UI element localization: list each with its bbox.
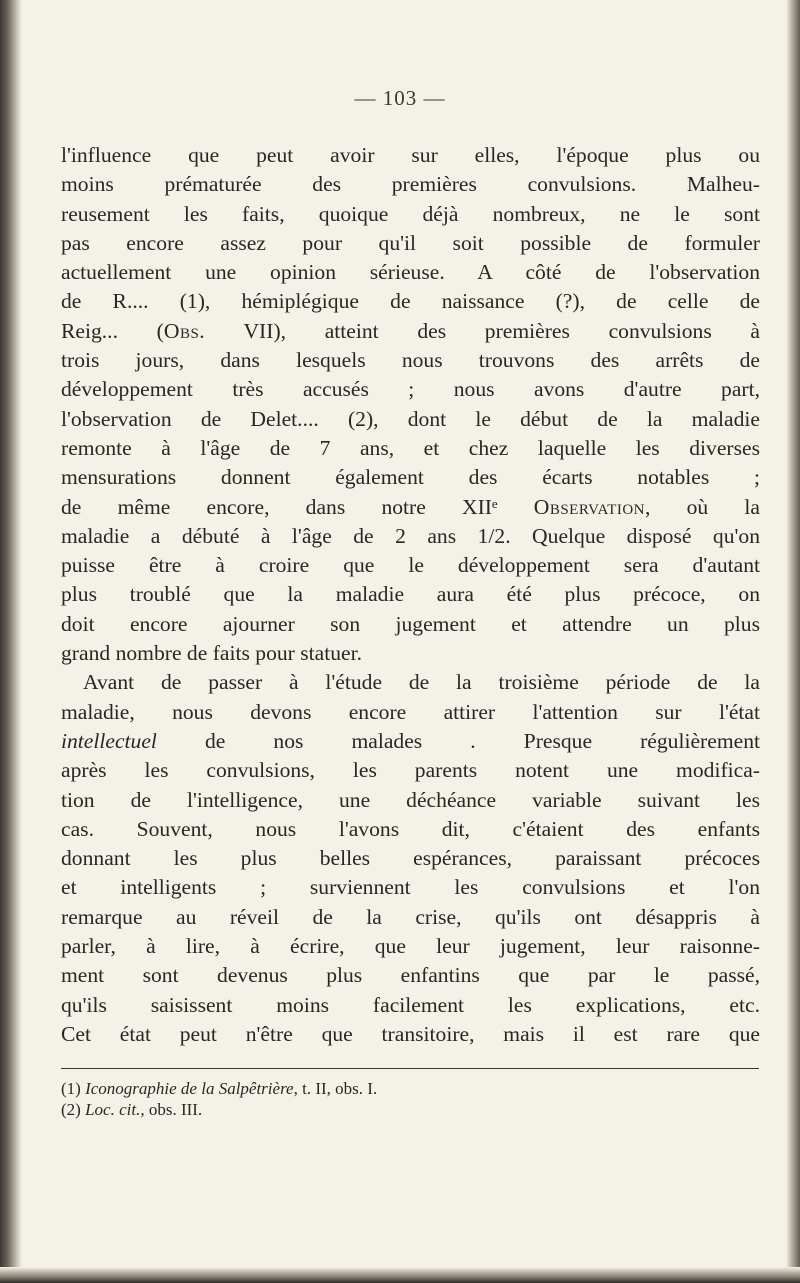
footnote-reference: , obs. III. (140, 1100, 203, 1119)
text-line: mensurations donnent également des écarts notables ; (61, 465, 760, 490)
page-right-edge-shadow (786, 0, 800, 1283)
text-line: remonte à l'âge de 7 ans, et chez laquelle les diverses (61, 435, 760, 460)
page-bottom-edge-shadow (0, 1267, 800, 1283)
text-line: trois jours, dans lesquels nous trouvons des arrêts de (61, 348, 760, 373)
text-line: de R.... (1), hémiplégique de naissance (?), de celle de (61, 289, 760, 314)
page-number: — 103 — (354, 86, 446, 110)
footnote-number: (1) (61, 1079, 86, 1098)
text-segment: , où la (645, 494, 760, 519)
text-line: et intelligents ; surviennent les convulsions et l'on (61, 875, 760, 900)
text-segment: de nos malades . Presque régulièrement (156, 728, 760, 753)
text-line (61, 317, 760, 346)
text-line: ment sont devenus plus enfantins que par le passé, (61, 963, 760, 988)
text-line (61, 727, 760, 756)
text-line: développement très accusés ; nous avons d'autre part, (61, 377, 760, 402)
text-line: doit encore ajourner son jugement et attendre un plus (61, 611, 760, 636)
text-line: moins prématurée des premières convulsions. Malheu- (61, 172, 760, 197)
text-line: pas encore assez pour qu'il soit possible de formuler (61, 230, 760, 255)
footnote (61, 1099, 751, 1120)
footnote (61, 1078, 751, 1099)
text-line: grand nombre de faits pour statuer. (61, 641, 363, 666)
text-line (61, 493, 760, 522)
text-line: tion de l'intelligence, une déchéance variable suivant les (61, 787, 760, 812)
page-left-edge-shadow (0, 0, 22, 1283)
text-line: Avant de passer à l'étude de la troisième période de la (83, 670, 760, 695)
text-line: qu'ils saisissent moins facilement les explications, etc. (61, 992, 760, 1017)
text-line: l'observation de Delet.... (2), dont le début de la maladie (61, 406, 760, 431)
text-line: cas. Souvent, nous l'avons dit, c'étaient des enfants (61, 816, 760, 841)
text-segment: VII), atteint des premières convulsions à (205, 318, 760, 343)
text-line: maladie, nous devons encore attirer l'attention sur l'état (61, 699, 760, 724)
footnote-source-title: Iconographie de la Salpêtrière (85, 1079, 294, 1098)
text-line: actuellement une opinion sérieuse. A côté de l'observation (61, 260, 760, 285)
footnote-source-title: Loc. cit. (85, 1100, 141, 1119)
text-line: maladie a débuté à l'âge de 2 ans 1/2. Quelque disposé qu'on (61, 523, 760, 548)
text-line: remarque au réveil de la crise, qu'ils ont désappris à (61, 904, 760, 929)
text-line: donnant les plus belles espérances, paraissant précoces (61, 846, 760, 871)
text-segment: de même encore, dans notre XIIᵉ (61, 494, 534, 519)
footnotes (61, 1078, 751, 1120)
text-line: puisse être à croire que le développement sera d'autant (61, 553, 760, 578)
text-line: l'influence que peut avoir sur elles, l'époque plus ou (61, 143, 760, 167)
text-line: reusement les faits, quoique déjà nombreux, ne le sont (61, 201, 760, 226)
text-line: parler, à lire, à écrire, que leur jugement, leur raisonne- (61, 934, 760, 959)
text-line: après les convulsions, les parents notent une modifica- (61, 758, 760, 783)
small-caps-term: Obs. (163, 318, 206, 343)
body-text (61, 141, 760, 1049)
footnote-separator-rule (61, 1068, 759, 1069)
footnote-reference: , t. II, obs. I. (293, 1079, 378, 1098)
small-caps-term: Observation (533, 494, 646, 519)
footnote-number: (2) (61, 1100, 86, 1119)
text-segment: Reig... ( (61, 318, 164, 343)
text-line: Cet état peut n'être que transitoire, mais il est rare que (61, 1021, 760, 1046)
text-line: plus troublé que la maladie aura été plus précoce, on (61, 582, 760, 607)
italic-term: intellectuel (61, 728, 157, 753)
